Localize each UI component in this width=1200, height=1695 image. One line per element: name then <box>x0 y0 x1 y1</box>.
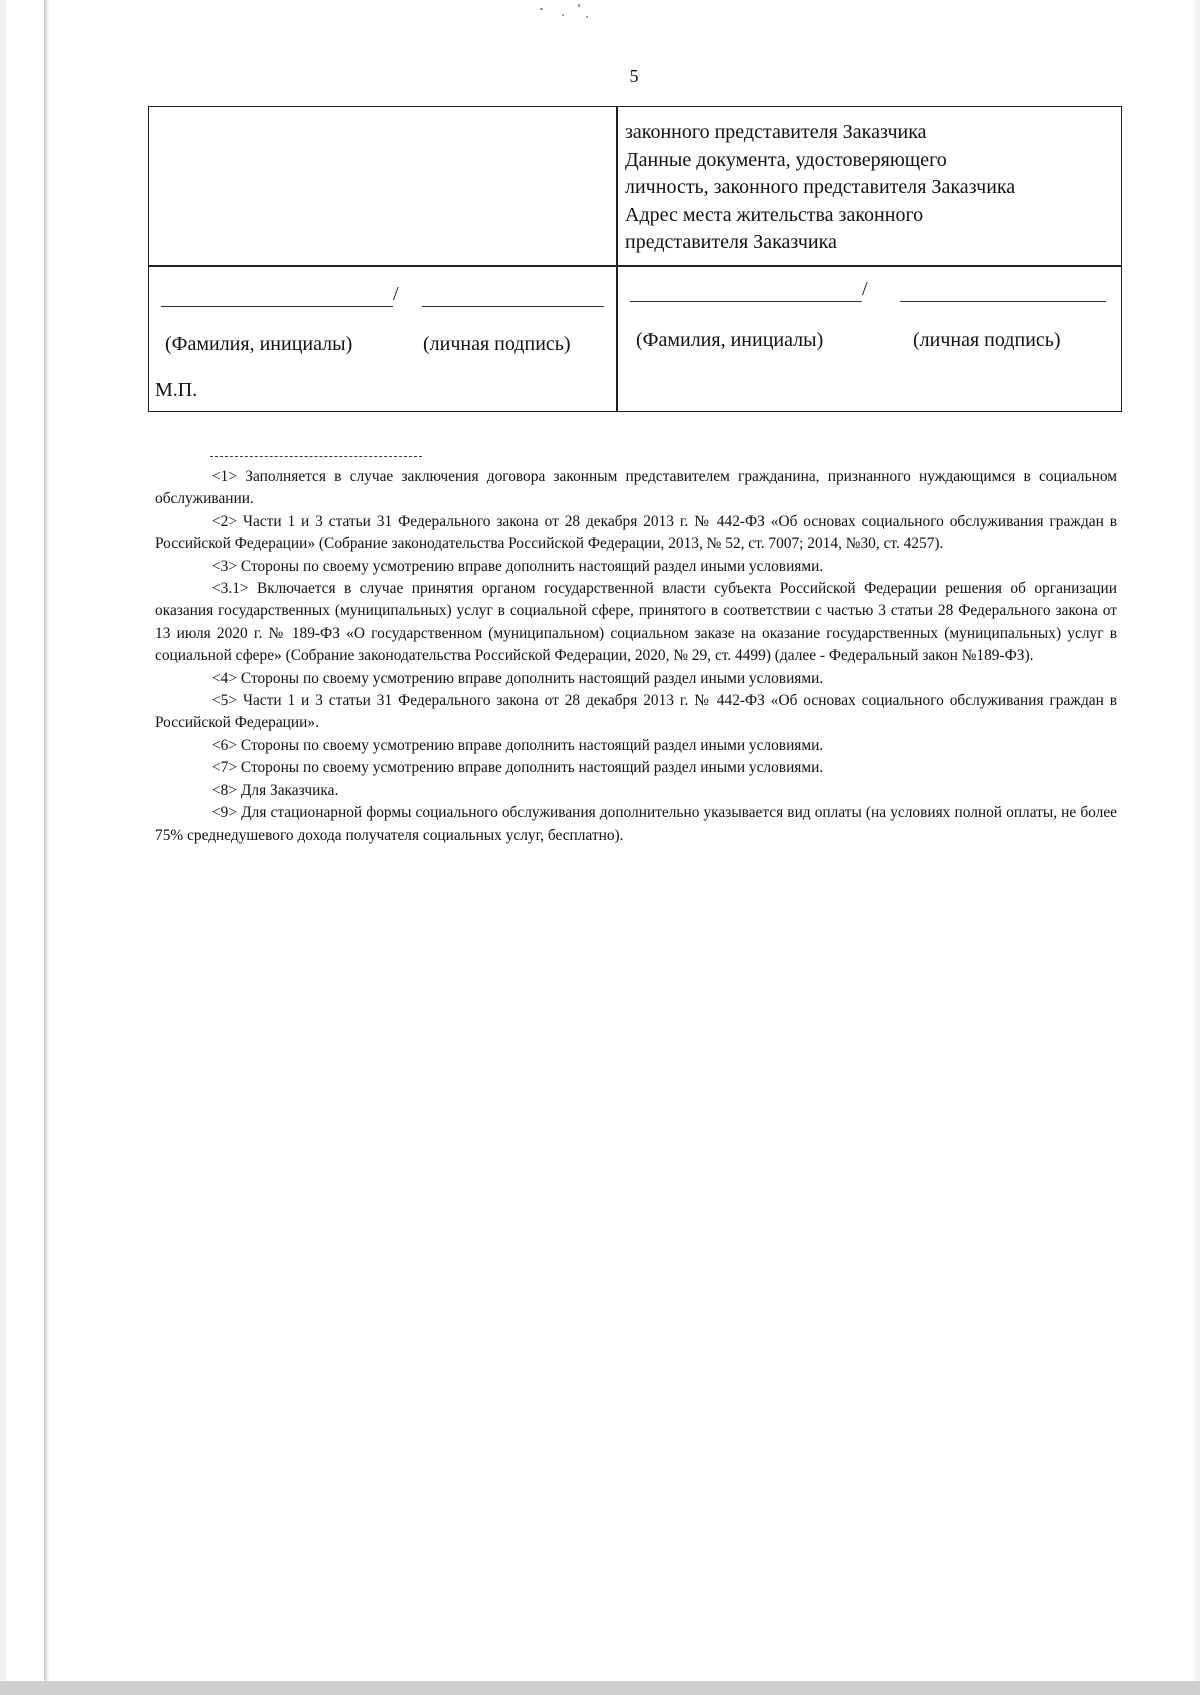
table-divider-vertical <box>616 107 618 411</box>
right-signature-caption: (личная подпись) <box>913 329 1061 351</box>
table-divider-horizontal <box>149 265 1121 267</box>
representative-details <box>625 119 1115 257</box>
footnote-separator <box>210 456 422 457</box>
scan-left-edge <box>44 0 50 1695</box>
footnote-3-1: <3.1> Включается в случае принятия органом государственной власти субъекта Российской Федерации решения об организации оказания государственных (муниципальных) услуг в социальной сфере, принятого в соответствии с частью 3 статьи 28 Федерального закона от 13 июля 2020 г. № 189-ФЗ «О государственном (муниципальном) социальном заказе на оказание государственных (муниципальных) услуг в социальной сфере» (Собрание законодательства Российской Федерации, 2020, № 29, ст. 4499) (далее - Федеральный закон №189-ФЗ). <box>155 580 1117 665</box>
left-signature-caption: (личная подпись) <box>423 333 571 355</box>
scan-right-edge <box>1195 0 1200 1695</box>
scan-left-strip <box>0 0 6 1695</box>
signature-table <box>148 106 1122 412</box>
scan-speck <box>586 16 588 18</box>
footnote-2: <2> Части 1 и 3 статьи 31 Федерального закона от 28 декабря 2013 г. № 442-ФЗ «Об основах социального обслуживания граждан в Российской Федерации» (Собрание законодательства Российской Федерации, 2013, № 52, ст. 7007; 2014, №30, ст. 4257). <box>155 512 1117 553</box>
footnote-8: <8> Для Заказчика. <box>212 781 339 799</box>
representative-line: представителя Заказчика <box>625 231 837 253</box>
right-surname-line <box>630 301 862 302</box>
scan-speck <box>562 14 564 16</box>
footnote-3: <3> Стороны по своему усмотрению вправе дополнить настоящий раздел иными условиями. <box>212 557 824 575</box>
left-surname-line <box>161 306 393 307</box>
representative-line: Адрес места жительства законного <box>625 203 924 226</box>
left-surname-caption: (Фамилия, инициалы) <box>165 333 353 355</box>
footnote-7: <7> Стороны по своему усмотрению вправе дополнить настоящий раздел иными условиями. <box>212 759 824 777</box>
footnote-1: <1> Заполняется в случае заключения договора законным представителем гражданина, признанного нуждающимся в социальном обслуживании. <box>155 468 1117 508</box>
footnote-9: <9> Для стационарной формы социального обслуживания дополнительно указывается вид оплаты (на условиях полной оплаты, не более 75% среднедушевого дохода получателя социальных услуг, бесплатно). <box>155 804 1117 844</box>
representative-line: личность, законного представителя Заказчика <box>625 176 1016 198</box>
left-slash: / <box>393 283 399 305</box>
page-number: 5 <box>629 66 639 86</box>
footnote-4: <4> Стороны по своему усмотрению вправе дополнить настоящий раздел иными условиями. <box>212 669 824 687</box>
right-surname-caption: (Фамилия, инициалы) <box>636 329 824 351</box>
footnote-6: <6> Стороны по своему усмотрению вправе дополнить настоящий раздел иными условиями. <box>212 736 824 754</box>
scan-bottom-edge <box>0 1681 1200 1695</box>
footnote-5: <5> Части 1 и 3 статьи 31 Федерального закона от 28 декабря 2013 г. № 442-ФЗ «Об основах социального обслуживания граждан в Российской Федерации». <box>155 692 1117 732</box>
scan-speck <box>578 4 580 7</box>
footnotes <box>155 466 1117 847</box>
right-slash: / <box>862 278 868 300</box>
left-signature-line <box>422 306 604 307</box>
stamp-label: М.П. <box>155 379 198 401</box>
scan-speck <box>540 8 543 10</box>
right-signature-line <box>900 301 1106 302</box>
representative-line: законного представителя Заказчика <box>625 121 927 143</box>
representative-line: Данные документа, удостоверяющего <box>625 148 947 171</box>
